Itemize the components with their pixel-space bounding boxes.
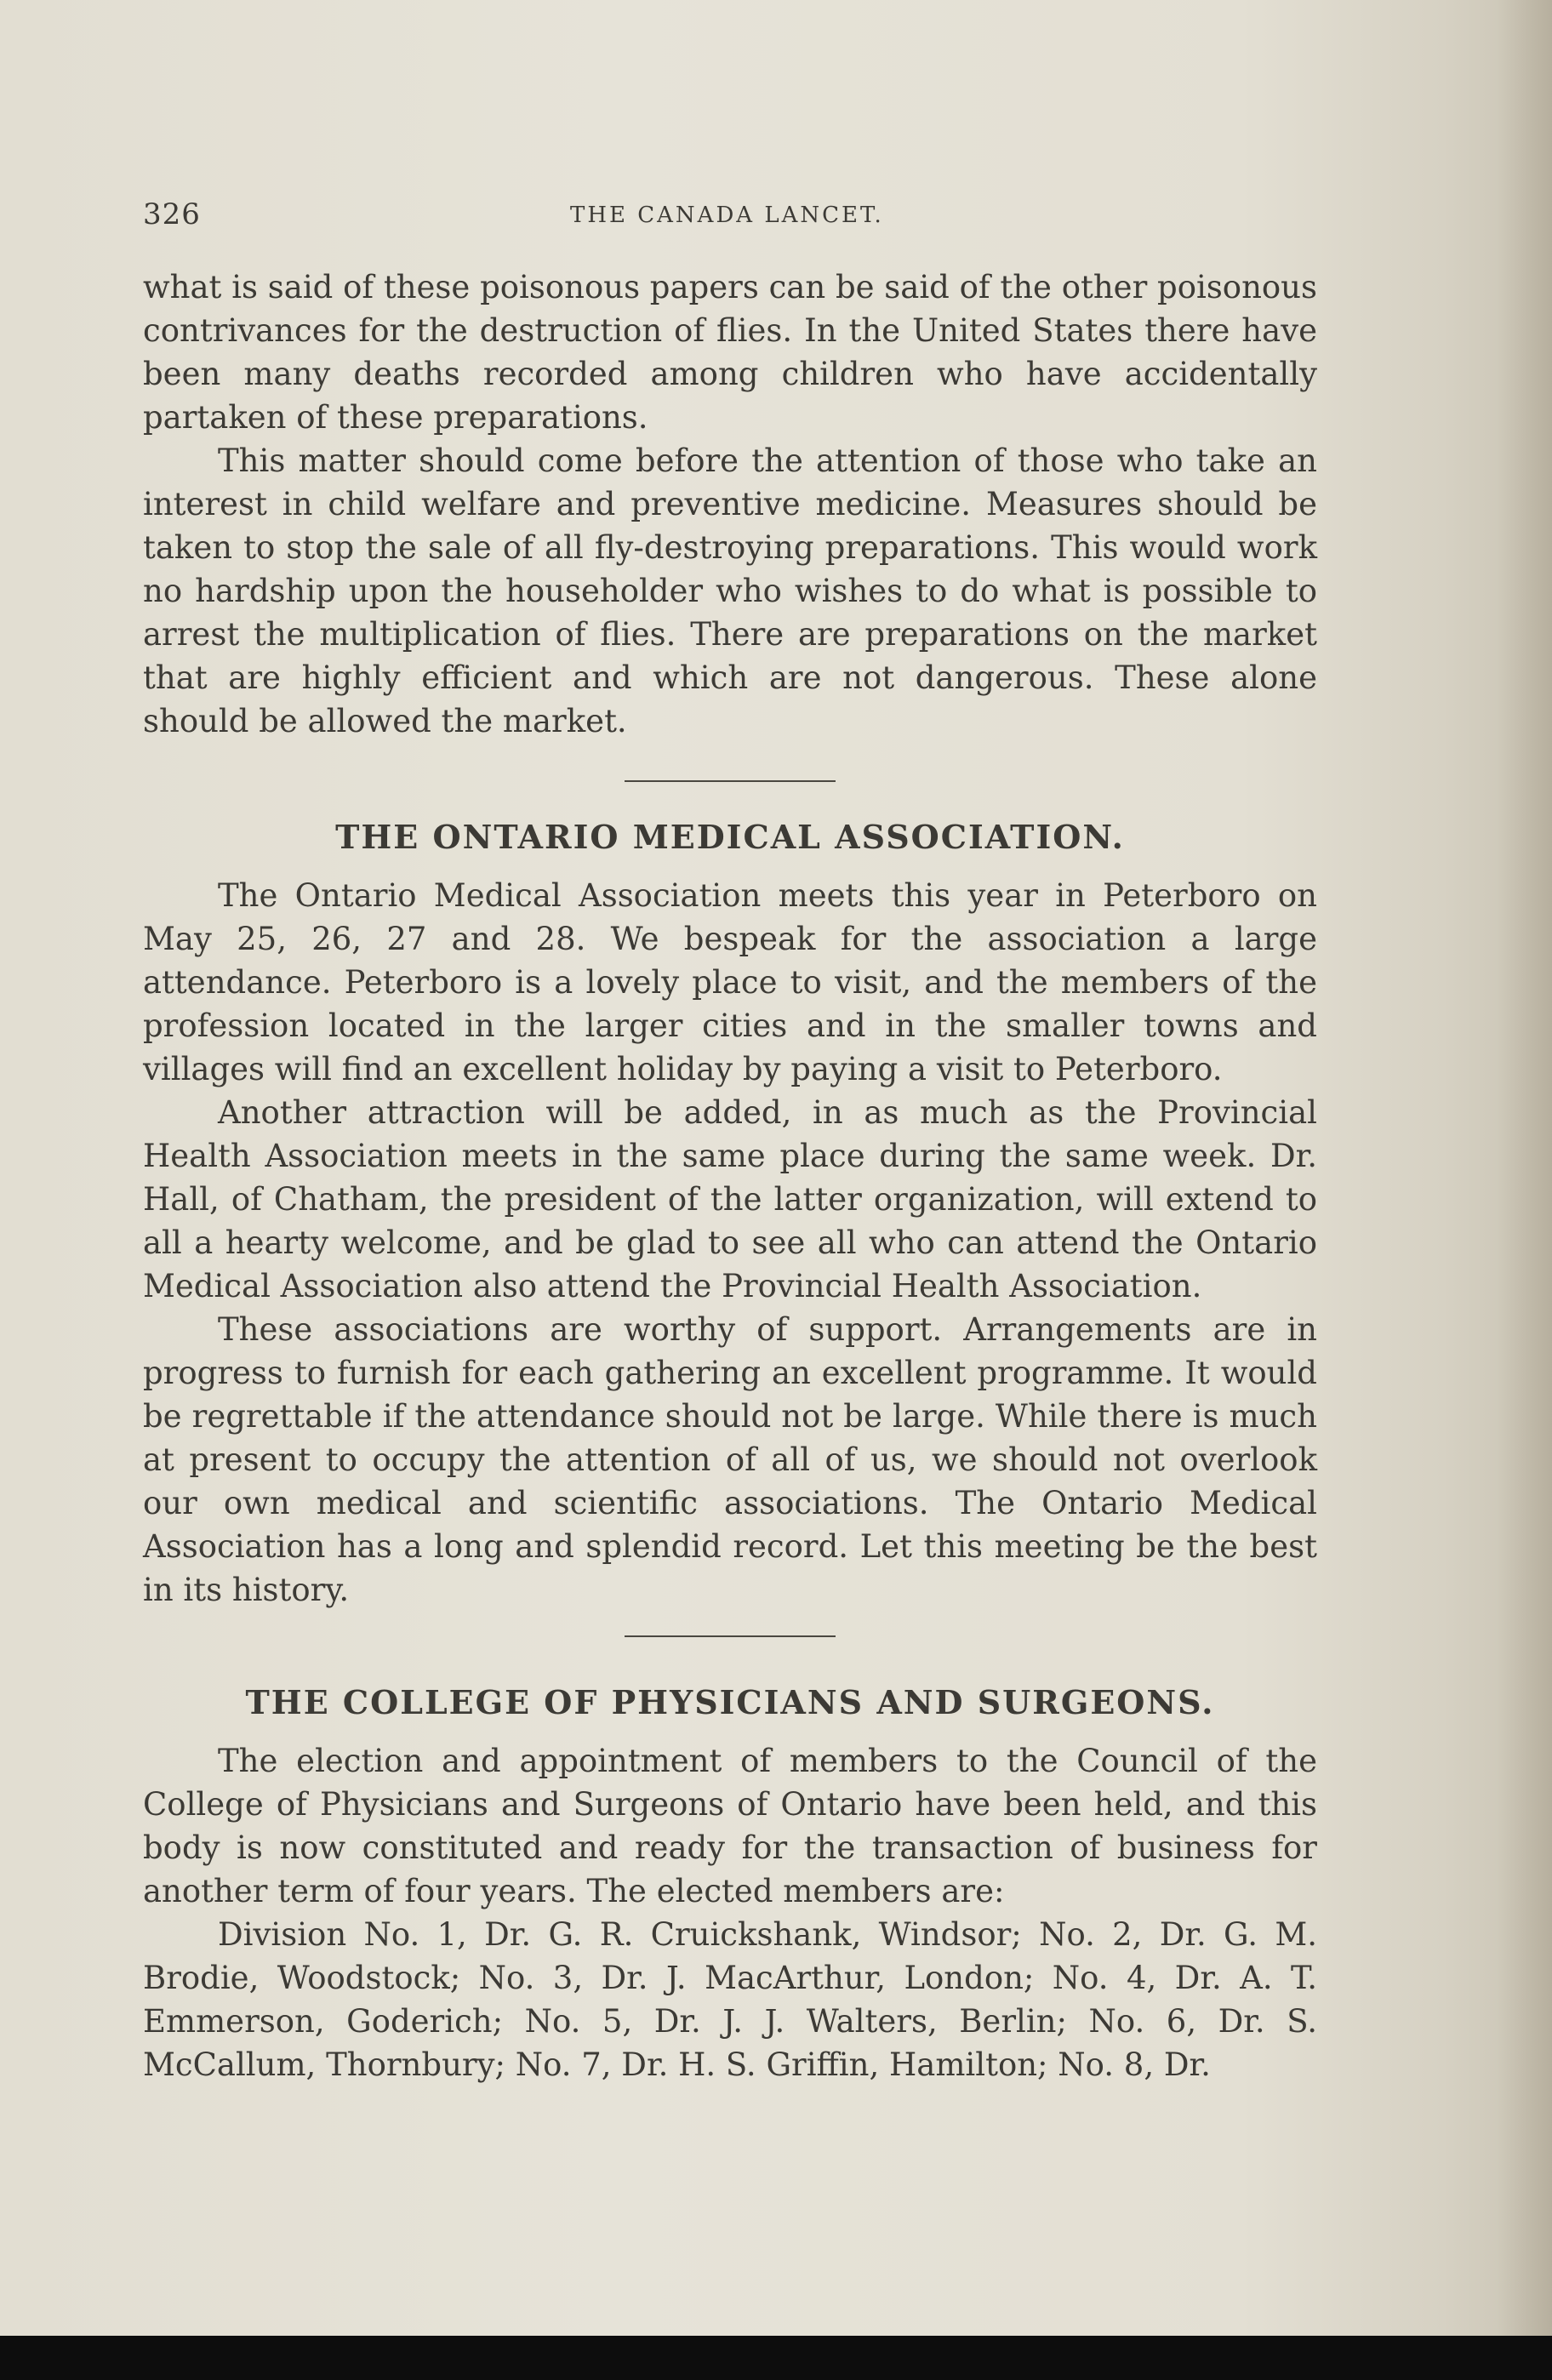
section-title-college: THE COLLEGE OF PHYSICIANS AND SURGEONS. xyxy=(245,1683,1215,1721)
binding-shadow xyxy=(1498,0,1552,2336)
scan-bottom-edge xyxy=(0,2336,1552,2380)
page-number: 326 xyxy=(143,197,201,231)
section-title-ontario: THE ONTARIO MEDICAL ASSOCIATION. xyxy=(335,818,1125,856)
paragraph: what is said of these poisonous papers can be said of the other poisonous contrivances for the destruction of flies. In the United States there have been many deaths recorded among children who have accidentally partaken of these preparations. xyxy=(143,269,1318,436)
article-body xyxy=(143,265,1317,2086)
paragraph: Another attraction will be added, in as much as the Provincial Health Association meets in the same place during the same week. Dr. Hall, of Chatham, the president of the latter organization, will extend to all a hearty welcome, and be glad to see all who can attend the Ontario Medical Association also attend the Provincial Health Association. xyxy=(143,1094,1317,1304)
page-header xyxy=(143,197,1317,238)
paragraph: The election and appointment of members to the Council of the College of Physicians and Surgeons of Ontario have been held, and this body is now constituted and ready for the transaction of business for another term of four years. The elected members are: xyxy=(143,1743,1317,1909)
paragraph: Division No. 1, Dr. G. R. Cruickshank, Windsor; No. 2, Dr. G. M. Brodie, Woodstock; No. 3, Dr. J. MacArthur, London; No. 4, Dr. A. T. Emmerson, Goderich; No. 5, Dr. J. J. Walters, Berlin; No. 6, Dr. S. McCallum, Thornbury; No. 7, Dr. H. S. Griffin, Hamilton; No. 8, Dr. xyxy=(143,1916,1317,2083)
paragraph: The Ontario Medical Association meets this year in Peterboro on May 25, 26, 27 and 28. We bespeak for the association a large attendance. Peterboro is a lovely place to visit, and the members of the profession located in the larger cities and in the smaller towns and villages will find an excellent holiday by paying a visit to Peterboro. xyxy=(143,877,1317,1087)
running-title: THE CANADA LANCET. xyxy=(570,203,884,228)
paragraph: These associations are worthy of support. Arrangements are in progress to furnish for each gathering an excellent programme. It would be regrettable if the attendance should not be large. While there is much at present to occupy the attention of all of us, we should not overlook our own medical and scientific associations. The Ontario Medical Association has a long and splendid record. Let this meeting be the best in its history. xyxy=(143,1311,1317,1608)
paragraph: This matter should come before the attention of those who take an interest in child welfare and preventive medicine. Measures should be taken to stop the sale of all fly-destroying preparations. This would work no hardship upon the householder who wishes to do what is possible to arrest the multiplication of flies. There are preparations on the market that are highly efficient and which are not dangerous. These alone should be allowed the market. xyxy=(143,442,1317,739)
